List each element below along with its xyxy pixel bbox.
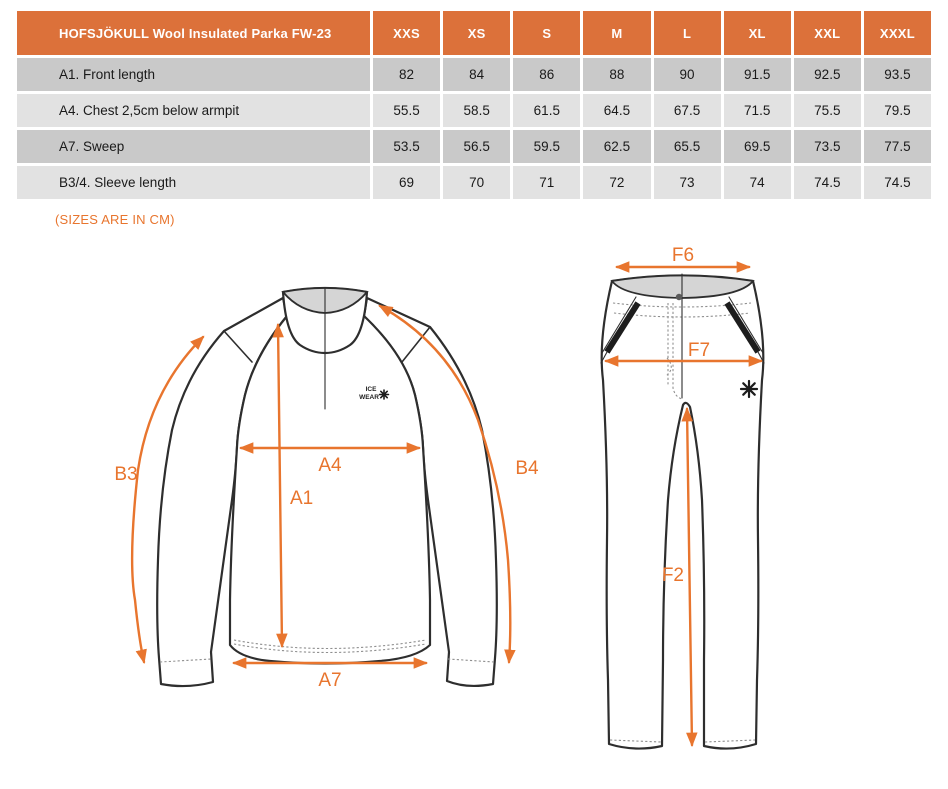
measurement-value: 79.5: [864, 94, 931, 127]
label-f2: F2: [661, 565, 684, 586]
svg-text:ICE: ICE: [365, 386, 377, 393]
size-col-m: M: [583, 11, 650, 55]
size-col-xs: XS: [443, 11, 510, 55]
measurement-value: 74: [724, 166, 791, 199]
measurement-value: 56.5: [443, 130, 510, 163]
measurement-value: 59.5: [513, 130, 580, 163]
size-col-xxl: XXL: [794, 11, 861, 55]
size-col-xxxl: XXXL: [864, 11, 931, 55]
measurement-value: 69: [373, 166, 440, 199]
measurement-value: 55.5: [373, 94, 440, 127]
measurement-label: A1. Front length: [17, 58, 370, 91]
pants-diagram: [580, 238, 790, 773]
measurement-value: 65.5: [654, 130, 721, 163]
measurement-label: A4. Chest 2,5cm below armpit: [17, 94, 370, 127]
jacket-diagram: [95, 250, 570, 710]
units-note: (SIZES ARE IN CM): [55, 212, 175, 227]
size-chart-header-row: [17, 11, 931, 55]
label-f7: F7: [687, 340, 711, 361]
measurement-value: 53.5: [373, 130, 440, 163]
label-b3: B3: [114, 464, 138, 485]
pants-button: [676, 294, 682, 300]
measurement-value: 88: [583, 58, 650, 91]
measurement-value: 70: [443, 166, 510, 199]
measurement-value: 71.5: [724, 94, 791, 127]
measurement-value: 64.5: [583, 94, 650, 127]
size-chart-table: [14, 8, 934, 202]
measurement-value: 91.5: [724, 58, 791, 91]
snowflake-icon: [380, 390, 389, 399]
measurement-value: 62.5: [583, 130, 650, 163]
measurement-value: 82: [373, 58, 440, 91]
chart-title: HOFSJÖKULL Wool Insulated Parka FW-23: [17, 11, 370, 55]
measurement-value: 61.5: [513, 94, 580, 127]
measurement-value: 67.5: [654, 94, 721, 127]
table-row: [17, 94, 931, 127]
size-col-xl: XL: [724, 11, 791, 55]
table-row: [17, 130, 931, 163]
size-col-xxs: XXS: [373, 11, 440, 55]
measurement-value: 92.5: [794, 58, 861, 91]
measurement-value: 69.5: [724, 130, 791, 163]
measurement-value: 84: [443, 58, 510, 91]
arrow-f2: [687, 409, 692, 745]
measurement-value: 58.5: [443, 94, 510, 127]
measurement-label: A7. Sweep: [17, 130, 370, 163]
measurement-value: 74.5: [864, 166, 931, 199]
table-row: [17, 166, 931, 199]
svg-text:WEAR: WEAR: [359, 394, 379, 401]
label-b4: B4: [515, 458, 539, 479]
measurement-value: 77.5: [864, 130, 931, 163]
size-col-s: S: [513, 11, 580, 55]
measurement-value: 73.5: [794, 130, 861, 163]
label-a1: A1: [290, 488, 314, 509]
measurement-label: B3/4. Sleeve length: [17, 166, 370, 199]
measurement-value: 86: [513, 58, 580, 91]
label-a4: A4: [318, 455, 342, 476]
label-a7: A7: [318, 670, 342, 691]
measurement-value: 93.5: [864, 58, 931, 91]
measurement-value: 74.5: [794, 166, 861, 199]
jacket-body: [230, 316, 430, 664]
measurement-value: 71: [513, 166, 580, 199]
label-f6: F6: [671, 245, 695, 266]
measurement-value: 73: [654, 166, 721, 199]
table-row: [17, 58, 931, 91]
snowflake-icon: [741, 381, 757, 397]
measurement-value: 90: [654, 58, 721, 91]
size-col-l: L: [654, 11, 721, 55]
measurement-value: 75.5: [794, 94, 861, 127]
measurement-value: 72: [583, 166, 650, 199]
